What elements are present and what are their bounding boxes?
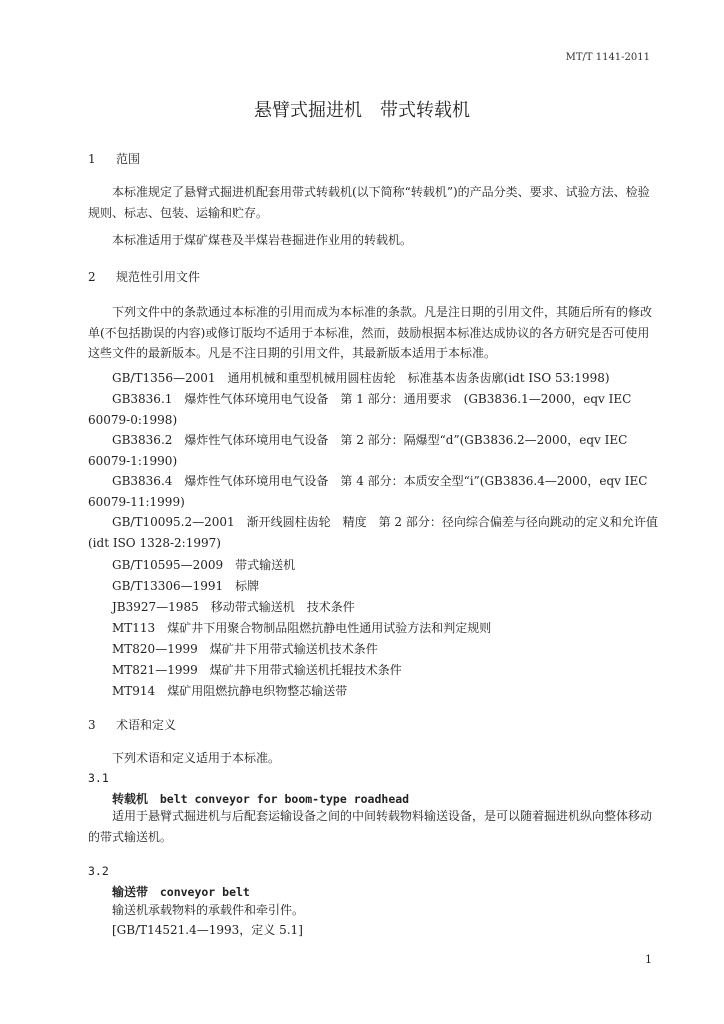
reference-item: GB/T10595—2009 带式输送机	[112, 558, 296, 572]
reference-item: MT821—1999 煤矿井下用带式输送机托辊技术条件	[112, 663, 402, 677]
term-definition: 适用于悬臂式掘进机与后配套运输设备之间的中间转载物料输送设备，是可以随着掘进机纵向整体移动的带式输送机。	[88, 809, 653, 844]
term-source-reference: [GB/T14521.4—1993，定义 5.1]	[112, 923, 303, 937]
reference-item: JB3927—1985 移动带式输送机 技术条件	[112, 600, 355, 614]
term-number: 3.1	[88, 771, 109, 785]
standard-code-header: MT/T 1141-2011	[565, 52, 650, 63]
terms-intro: 下列术语和定义适用于本标准。	[112, 751, 281, 765]
term-english: conveyor belt	[159, 885, 250, 899]
term-heading	[112, 790, 409, 807]
section-number: 1	[88, 152, 96, 166]
normative-references-intro: 下列文件中的条款通过本标准的引用而成为本标准的条款。凡是注日期的引用文件，其随后所有的修改单(不包括勘误的内容)或修订版均不适用于本标准，然而，鼓励根据本标准达成协议的各方研究是否可使用这些文件的最新版本。凡是不注日期的引用文件，其最新版本适用于本标准。	[88, 305, 653, 360]
term-definition: 输送机承载物料的承载件和牵引件。	[112, 903, 305, 917]
document-title: 悬臂式掘进机 带式转载机	[254, 100, 470, 121]
term-number: 3.2	[88, 864, 109, 878]
reference-item: GB/T1356—2001 通用机械和重型机械用圆柱齿轮 标准基本齿条齿廓(idt ISO 53:1998)	[112, 371, 610, 385]
reference-item: GB3836.2 爆炸性气体环境用电气设备 第 2 部分：隔爆型“d”(GB3836.2—2000，eqv IEC 60079-1:1990)	[88, 433, 628, 468]
section-title: 规范性引用文件	[116, 270, 201, 284]
term-chinese: 输送带	[112, 885, 149, 899]
term-chinese: 转载机	[112, 792, 149, 806]
reference-item: MT113 煤矿井下用聚合物制品阻燃抗静电性通用试验方法和判定规则	[112, 621, 492, 635]
section-number: 3	[88, 718, 96, 732]
reference-item: MT820—1999 煤矿井下用带式输送机技术条件	[112, 642, 378, 656]
reference-item: GB/T10095.2—2001 渐开线圆柱齿轮 精度 第 2 部分：径向综合偏差与径向跳动的定义和允许值(idt ISO 1328-2:1997)	[88, 515, 658, 550]
term-heading	[112, 883, 250, 900]
term-english: belt conveyor for boom-type roadhead	[159, 792, 410, 806]
section-number: 2	[88, 270, 96, 284]
reference-item: MT914 煤矿用阻燃抗静电织物整芯输送带	[112, 684, 348, 698]
reference-item: GB3836.4 爆炸性气体环境用电气设备 第 4 部分：本质安全型“i”(GB3836.4—2000，eqv IEC 60079-11:1999)	[88, 474, 648, 509]
section-title: 术语和定义	[116, 718, 177, 732]
reference-item: GB3836.1 爆炸性气体环境用电气设备 第 1 部分：通用要求 (GB3836.1—2000，eqv IEC 60079-0:1998)	[88, 392, 632, 427]
section-3-heading	[88, 716, 176, 733]
reference-item: GB/T13306—1991 标牌	[112, 579, 260, 593]
section-title: 范围	[116, 152, 141, 166]
scope-applicability-paragraph: 本标准适用于煤矿煤巷及半煤岩巷掘进作业用的转载机。	[112, 233, 413, 247]
section-2-heading	[88, 268, 200, 285]
section-1-heading	[88, 150, 140, 167]
scope-paragraph: 本标准规定了悬臂式掘进机配套用带式转载机(以下简称“转载机”)的产品分类、要求、试验方法、检验规则、标志、包装、运输和贮存。	[88, 185, 650, 220]
page-number: 1	[645, 953, 652, 966]
